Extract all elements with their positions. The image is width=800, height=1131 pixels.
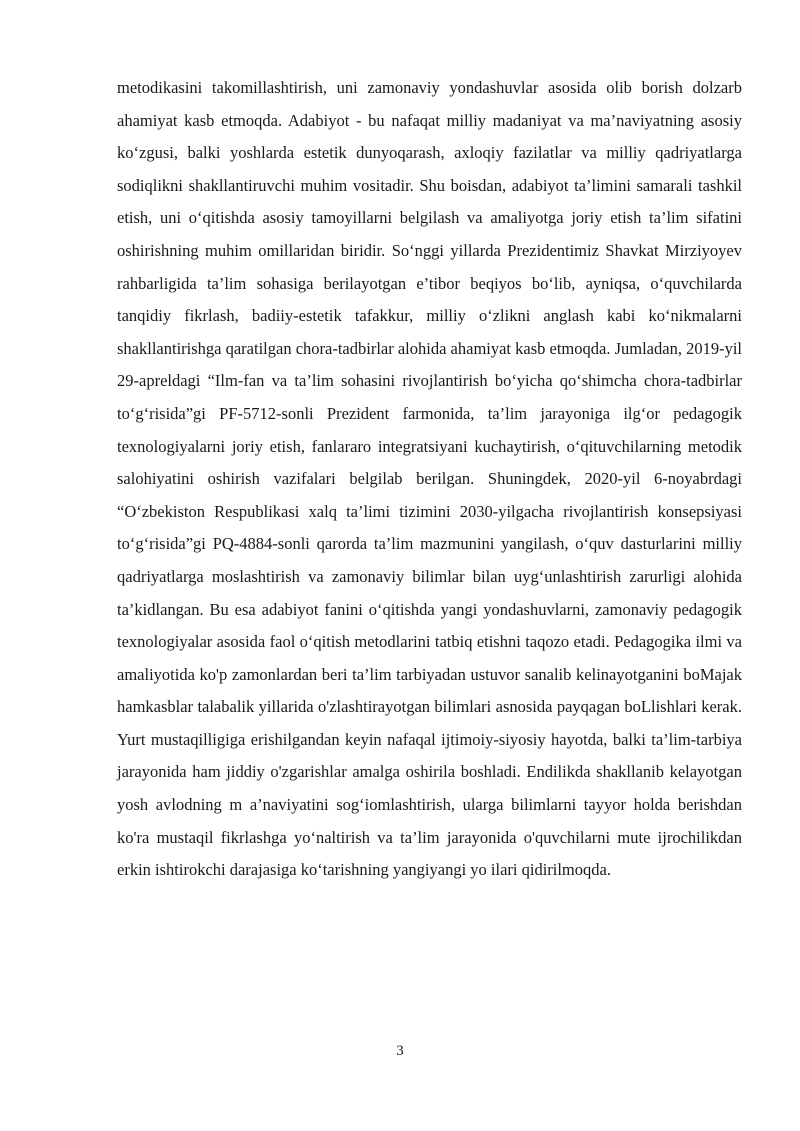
body-paragraph: metodikasini takomillashtirish, uni zamonaviy yondashuvlar asosida olib borish dolzarb ahamiyat kasb etmoqda. Adabiyot - bu nafaqat milliy madaniyat va ma’naviyatning asosiy ko‘zgusi, balki yoshlarda estetik dunyoqarash, axloqiy fazilatlar va milliy qadriyatlarga sodiqlikni shakllantiruvchi muhim vositadir. Shu boisdan, adabiyot ta’limini samarali tashkil etish, uni o‘qitishda asosiy tamoyillarni belgilash va amaliyotga joriy etish ta’lim sifatini oshirishning muhim omillaridan biridir. So‘nggi yillarda Prezidentimiz Shavkat Mirziyoyev rahbarligida ta’lim sohasiga berilayotgan e’tibor beqiyos bo‘lib, ayniqsa, o‘quvchilarda tanqidiy fikrlash, badiiy-estetik tafakkur, milliy o‘zlikni anglash kabi ko‘nikmalarni shakllantirishga qaratilgan chora-tadbirlar alohida ahamiyat kasb etmoqda. Jumladan, 2019-yil 29-apreldagi “Ilm-fan va ta’lim sohasini rivojlantirish bo‘yicha qo‘shimcha chora-tadbirlar to‘g‘risida”gi PF-5712-sonli Prezident farmonida, ta’lim jarayoniga ilg‘or pedagogik texnologiyalarni joriy etish, fanlararo integratsiyani kuchaytirish, o‘qituvchilarning metodik salohiyatini oshirish vazifalari belgilab berilgan. Shuningdek, 2020-yil 6-noyabrdagi “O‘zbekiston Respublikasi xalq ta’limi tizimini 2030-yilgacha rivojlantirish konsepsiyasi to‘g‘risida”gi PQ-4884-sonli qarorda ta’lim mazmunini yangilash, o‘quv dasturlarini milliy qadriyatlarga moslashtirish va zamonaviy bilimlar bilan uyg‘unlashtirish zarurligi alohida ta’kidlangan. Bu esa adabiyot fanini o‘qitishda yangi yondashuvlarni, zamonaviy pedagogik texnologiyalar asosida faol o‘qitish metodlarini tatbiq etishni taqozo etadi. Pedagogika ilmi va amaliyotida ko'p zamonlardan beri ta’lim tarbiyadan ustuvor sanalib kelinayotganini boMajak hamkasblar talabalik yillarida o'zlashtirayotgan bilimlari asnosida payqagan boLlishlari kerak. Yurt mustaqilligiga erishilgandan keyin nafaqal ijtimoiy-siyosiy hayotda, balki ta’lim-tarbiya jarayonida ham jiddiy o'zgarishlar amalga oshirila boshladi. Endilikda shakllanib kelayotgan yosh avlodning m a’naviyatini sog‘iomlashtirish, ularga bilimlarni tayyor holda berishdan ko'ra mustaqil fikrlashga yo‘naltirish va ta’lim jarayonida o'quvchilarni mute ijrochilikdan erkin ishtirokchi darajasiga ko‘tarishning yangiyangi yo ilari qidirilmoqda. xyxy=(117,78,742,880)
page-number: 3 xyxy=(396,1043,404,1059)
